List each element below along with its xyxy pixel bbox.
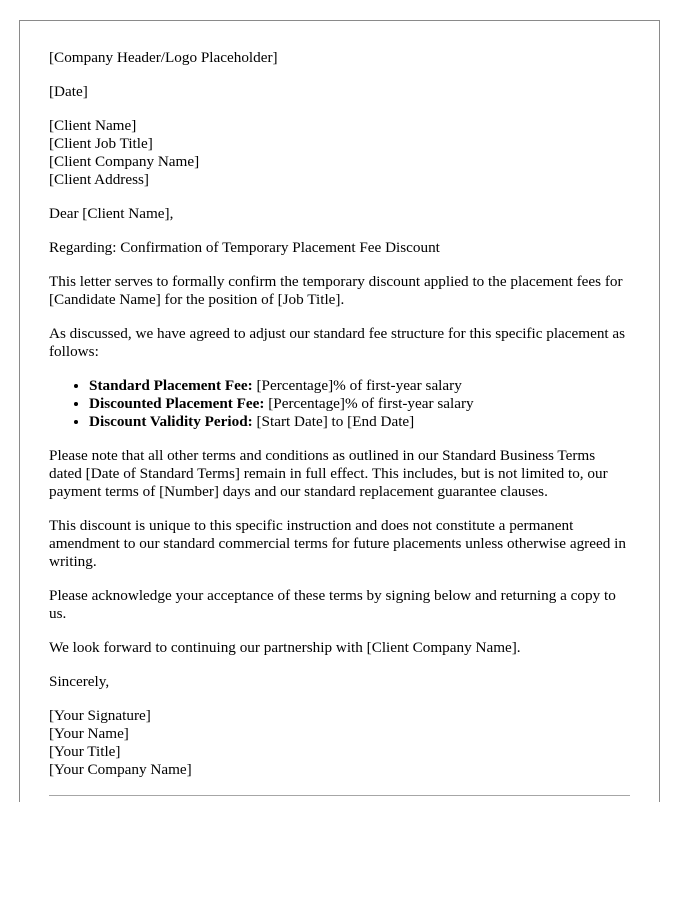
lead-in-paragraph: As discussed, we have agreed to adjust our standard fee structure for this specific placement as follows: [49, 325, 626, 360]
client-company-name: [Client Company Name] [49, 153, 200, 170]
signature-placeholder: [Your Signature] [49, 707, 151, 724]
company-header: [Company Header/Logo Placeholder] [49, 49, 278, 66]
sender-company: [Your Company Name] [49, 761, 192, 778]
subject-line: Regarding: Confirmation of Temporary Placement Fee Discount [49, 239, 440, 256]
fee-structure-list [49, 377, 630, 431]
uniqueness-paragraph: This discount is unique to this specific instruction and does not constitute a permanent amendment to our standard commercial terms for future placements unless otherwise agreed in writing. [49, 517, 626, 570]
fee-item-label: Discount Validity Period: [89, 413, 253, 430]
fee-item-value: [Start Date] to [End Date] [252, 413, 415, 430]
partnership-paragraph: We look forward to continuing our partnership with [Client Company Name]. [49, 639, 521, 656]
client-job-title: [Client Job Title] [49, 135, 153, 152]
fee-item-label: Discounted Placement Fee: [89, 395, 265, 412]
fee-item-label: Standard Placement Fee: [89, 377, 253, 394]
client-name: [Client Name] [49, 117, 137, 134]
sender-title: [Your Title] [49, 743, 121, 760]
fee-item-value: [Percentage]% of first-year salary [252, 377, 462, 394]
list-item [89, 377, 630, 395]
list-item [89, 413, 630, 431]
fee-item-value: [Percentage]% of first-year salary [264, 395, 474, 412]
footer-divider [49, 795, 630, 796]
client-address-block [49, 117, 630, 189]
letter-page [19, 20, 660, 802]
list-item [89, 395, 630, 413]
sender-name: [Your Name] [49, 725, 129, 742]
letter-date: [Date] [49, 83, 88, 100]
acknowledge-paragraph: Please acknowledge your acceptance of these terms by signing below and returning a copy to us. [49, 587, 616, 622]
intro-paragraph: This letter serves to formally confirm the temporary discount applied to the placement fees for [Candidate Name] for the position of [Job Title]. [49, 273, 623, 308]
signature-block [49, 707, 630, 779]
client-address: [Client Address] [49, 171, 149, 188]
salutation: Dear [Client Name], [49, 205, 174, 222]
closing: Sincerely, [49, 673, 110, 690]
terms-paragraph: Please note that all other terms and conditions as outlined in our Standard Business Terms dated [Date of Standard Terms] remain in full effect. This includes, but is not limited to, our payment terms of [Number] days and our standard replacement guarantee clauses. [49, 447, 608, 500]
